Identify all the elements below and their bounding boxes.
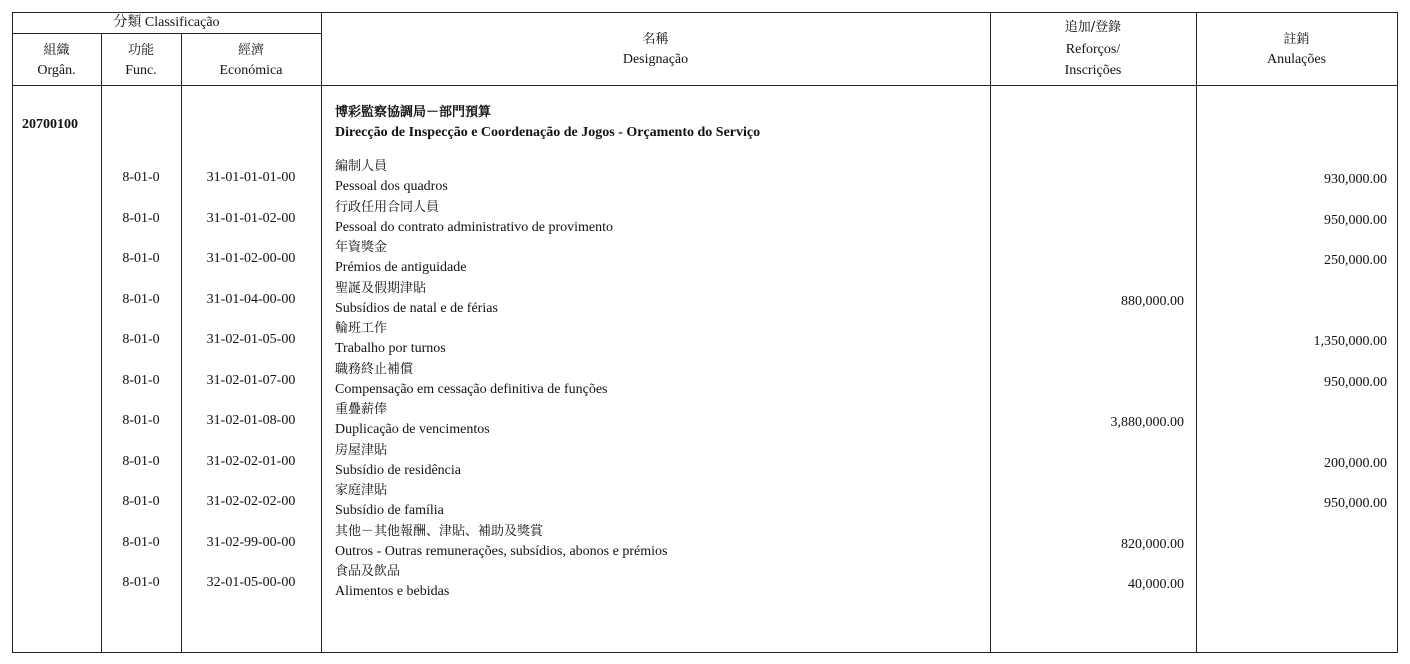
designation-zh: 職務終止補償 xyxy=(335,362,414,377)
reforco-amount: 880,000.00 xyxy=(1121,294,1184,309)
table-left-border xyxy=(12,12,13,653)
func-header-zh: 功能 xyxy=(127,43,154,58)
anulacoes-header-pt: Anulações xyxy=(1266,52,1327,67)
econ-code: 31-02-01-07-00 xyxy=(206,373,296,388)
table-right-border xyxy=(1397,12,1398,653)
anulacao-amount: 1,350,000.00 xyxy=(1313,334,1387,349)
designation-pt: Compensação em cessação definitiva de funções xyxy=(335,382,608,397)
econ-code: 31-02-99-00-00 xyxy=(206,535,296,550)
econ-header-zh: 經濟 xyxy=(237,43,264,58)
designation-pt: Subsídios de natal e de férias xyxy=(335,301,498,316)
designation-pt: Subsídio de família xyxy=(335,503,444,518)
anulacao-amount: 930,000.00 xyxy=(1324,172,1387,187)
designation-zh: 輪班工作 xyxy=(335,321,388,336)
econ-code: 31-01-04-00-00 xyxy=(206,292,296,307)
desig-header-zh: 名稱 xyxy=(642,32,669,47)
table-bottom-border xyxy=(12,652,1398,653)
designation-zh: 編制人員 xyxy=(335,159,388,174)
econ-code: 31-01-01-01-00 xyxy=(206,170,296,185)
designation-pt: Duplicação de vencimentos xyxy=(335,422,490,437)
func-code: 8-01-0 xyxy=(122,454,160,469)
designation-zh: 家庭津貼 xyxy=(335,483,388,498)
econ-code: 31-01-01-02-00 xyxy=(206,211,296,226)
reforcos-header-zh: 追加/登錄 xyxy=(1064,20,1122,35)
reforco-amount: 40,000.00 xyxy=(1128,577,1184,592)
func-code: 8-01-0 xyxy=(122,332,160,347)
reforcos-header-pt2: Inscrições xyxy=(1064,63,1122,78)
organ-header-zh: 組織 xyxy=(43,43,70,58)
anulacao-amount: 950,000.00 xyxy=(1324,213,1387,228)
department-name-pt: Direcção de Inspecção e Coordenação de Jogos - Orçamento do Serviço xyxy=(335,125,761,140)
designation-zh: 食品及飲品 xyxy=(335,564,401,579)
designation-pt: Alimentos e bebidas xyxy=(335,584,450,599)
designation-pt: Prémios de antiguidade xyxy=(335,260,467,275)
econ-code: 31-02-01-05-00 xyxy=(206,332,296,347)
designation-zh: 聖誕及假期津貼 xyxy=(335,281,427,296)
anulacao-amount: 200,000.00 xyxy=(1324,456,1387,471)
desig-header-pt: Designação xyxy=(622,52,689,67)
desig-reforcos-divider xyxy=(990,12,991,653)
func-code: 8-01-0 xyxy=(122,292,160,307)
designation-zh: 年資獎金 xyxy=(335,240,388,255)
anulacao-amount: 950,000.00 xyxy=(1324,496,1387,511)
func-code: 8-01-0 xyxy=(122,413,160,428)
reforcos-header-pt1: Reforços/ xyxy=(1065,42,1121,57)
func-code: 8-01-0 xyxy=(122,251,160,266)
func-code: 8-01-0 xyxy=(122,535,160,550)
department-code: 20700100 xyxy=(22,117,78,132)
anulacao-amount: 950,000.00 xyxy=(1324,375,1387,390)
table-top-border xyxy=(12,12,1398,13)
organ-header-pt: Orgân. xyxy=(37,63,76,78)
designation-pt: Subsídio de residência xyxy=(335,463,461,478)
func-code: 8-01-0 xyxy=(122,373,160,388)
anulacao-amount: 250,000.00 xyxy=(1324,253,1387,268)
func-header-pt: Func. xyxy=(125,63,157,78)
econ-code: 31-02-01-08-00 xyxy=(206,413,296,428)
designation-zh: 重疊薪俸 xyxy=(335,402,388,417)
designation-pt: Outros - Outras remunerações, subsídios, abonos e prémios xyxy=(335,544,668,559)
func-code: 8-01-0 xyxy=(122,170,160,185)
econ-desig-divider xyxy=(321,12,322,653)
econ-code: 32-01-05-00-00 xyxy=(206,575,296,590)
designation-zh: 行政任用合同人員 xyxy=(335,200,440,215)
reforco-amount: 820,000.00 xyxy=(1121,537,1184,552)
designation-pt: Trabalho por turnos xyxy=(335,341,446,356)
func-code: 8-01-0 xyxy=(122,211,160,226)
classification-divider xyxy=(12,33,321,34)
designation-pt: Pessoal do contrato administrativo de provimento xyxy=(335,220,614,235)
designation-zh: 其他－其他報酬、津貼、補助及獎賞 xyxy=(335,524,544,539)
econ-header-pt: Económica xyxy=(219,63,283,78)
designation-zh: 房屋津貼 xyxy=(335,443,388,458)
header-bottom-border xyxy=(12,85,1398,86)
func-code: 8-01-0 xyxy=(122,575,160,590)
econ-code: 31-02-02-02-00 xyxy=(206,494,296,509)
econ-code: 31-02-02-01-00 xyxy=(206,454,296,469)
func-code: 8-01-0 xyxy=(122,494,160,509)
anulacoes-header-zh: 註銷 xyxy=(1283,32,1310,47)
econ-code: 31-01-02-00-00 xyxy=(206,251,296,266)
classification-header: 分類 Classificação xyxy=(113,15,220,30)
department-name-zh: 博彩監察協調局－部門預算 xyxy=(335,105,492,120)
reforco-amount: 3,880,000.00 xyxy=(1110,415,1184,430)
designation-pt: Pessoal dos quadros xyxy=(335,179,448,194)
